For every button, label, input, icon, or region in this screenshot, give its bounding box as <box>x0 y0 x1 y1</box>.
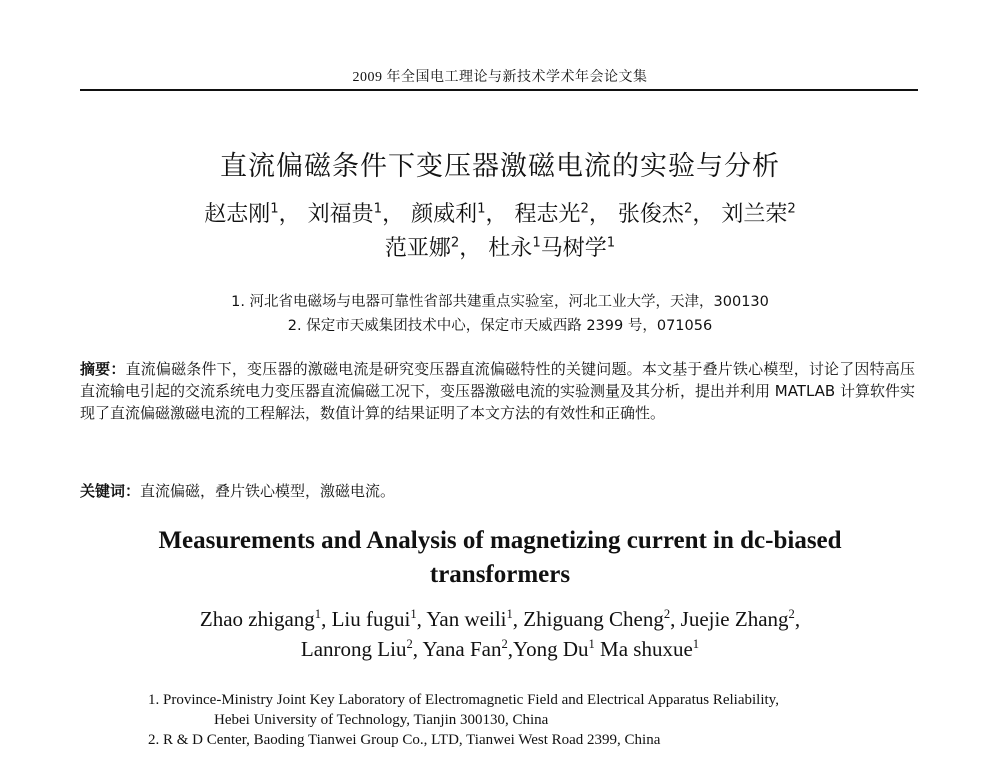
abstract-label: 摘要： <box>80 360 126 378</box>
affiliation-cn-1: 1. 河北省电磁场与电器可靠性省部共建重点实验室，河北工业大学，天津，300130 <box>231 294 769 310</box>
authors-cn-line-1 <box>100 198 900 232</box>
author-en: Liu fugui$^1$, <box>331 607 427 631</box>
authors-en-line-2 <box>100 634 900 664</box>
title-en-line-1: Measurements and Analysis of magnetizing current in dc-biased <box>158 527 842 554</box>
author-cn: 杜永$^1$ <box>488 235 541 261</box>
author-en: Yan weili$^1$, <box>426 607 524 631</box>
affiliation-en-2: 2. R & D Center, Baoding Tianwei Group Co., LTD, Tianwei West Road 2399, China <box>148 732 661 748</box>
author-cn: 张俊杰$^2$， <box>617 201 715 227</box>
author-cn: 程志光$^2$， <box>514 201 611 227</box>
author-cn: 赵志刚$^1$， <box>204 201 301 227</box>
authors-cn <box>100 198 900 266</box>
authors-en <box>100 604 900 664</box>
affiliations-cn <box>0 290 1000 338</box>
keywords-label: 关键词： <box>80 482 141 500</box>
author-en: Zhiguang Cheng$^2$, <box>523 607 681 631</box>
author-cn: 刘福贵$^1$， <box>307 201 405 227</box>
authors-cn-line-2 <box>100 232 900 266</box>
keywords-text: 直流偏磁，叠片铁心模型，激磁电流。 <box>140 482 396 500</box>
abstract-text: 直流偏磁条件下，变压器的激磁电流是研究变压器直流偏磁特性的关键问题。本文基于叠片铁心模型，讨论了因特高压直流输电引起的交流系统电力变压器直流偏磁工况下，变压器激磁电流的实验测量及其分析，提出并利用 MATLAB 计算软件实现了直流偏磁激磁电流的工程解法，数值计算的结果证明了本文方法的有效性和正确性。 <box>80 360 915 422</box>
author-cn: 颜威利$^1$， <box>411 201 508 227</box>
running-header: 2009 年全国电工理论与新技术学术年会论文集 <box>352 70 648 85</box>
author-cn: 马树学$^1$ <box>540 235 616 261</box>
author-en: Ma shuxue$^1$ <box>600 637 700 661</box>
affiliations-en <box>148 690 928 750</box>
title-cn: 直流偏磁条件下变压器激磁电流的实验与分析 <box>220 151 780 182</box>
affiliation-en-1-cont: Hebei University of Technology, Tianjin 300130, China <box>214 712 549 728</box>
author-cn: 范亚娜$^2$， <box>384 235 482 261</box>
author-en: Yana Fan$^2$, <box>422 637 514 661</box>
author-en: Yong Du$^1$ <box>513 637 595 661</box>
affiliation-cn-2: 2. 保定市天威集团技术中心，保定市天威西路 2399 号，071056 <box>287 318 713 334</box>
header-rule <box>80 89 918 91</box>
title-en-line-2: transformers <box>429 561 571 588</box>
authors-en-line-1 <box>100 604 900 634</box>
author-en: Zhao zhigang$^1$, <box>199 607 332 631</box>
abstract-cn <box>80 358 915 424</box>
author-cn: 刘兰荣$^2$ <box>721 201 796 227</box>
affiliation-en-1: 1. Province-Ministry Joint Key Laboratory of Electromagnetic Field and Electrical Apparatus Reliability, <box>148 692 779 708</box>
author-en: Juejie Zhang$^2$, <box>680 607 801 631</box>
title-en <box>100 524 900 592</box>
author-en: Lanrong Liu$^2$, <box>300 637 423 661</box>
keywords-cn <box>80 480 915 502</box>
